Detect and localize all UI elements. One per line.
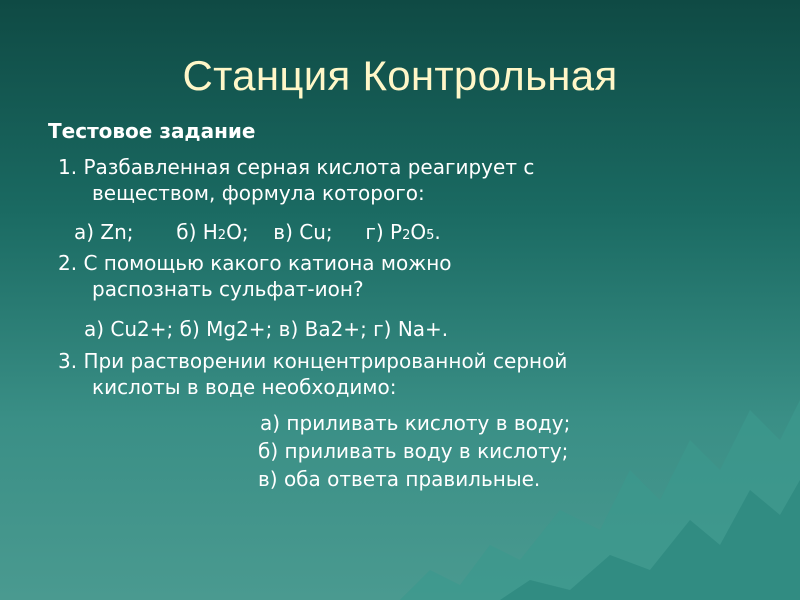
question-2-options: а) Cu2+; б) Mg2+; в) Ba2+; г) Na+. [84,317,449,341]
test-heading: Тестовое задание [48,119,256,143]
q1-option-c: в) Cu; [273,220,333,244]
question-2-line-2: распознать сульфат-ион? [92,277,364,301]
question-1-line-1: 1. Разбавленная серная кислота реагирует с [58,155,535,179]
q3-option-c: в) оба ответа правильные. [258,467,541,491]
q1-option-b: б) H2O; [176,220,249,244]
q1-option-a: а) Zn; [74,220,134,244]
slide-title: Станция Контрольная [182,52,618,99]
question-2-line-1: 2. С помощью какого катиона можно [58,251,452,275]
q3-option-a: а) приливать кислоту в воду; [260,411,571,435]
q3-option-b: б) приливать воду в кислоту; [258,439,569,463]
question-1-line-2: веществом, формула которого: [92,181,425,205]
question-3-line-1: 3. При растворении концентрированной серной [58,349,568,373]
question-3-line-2: кислоты в воде необходимо: [92,375,397,399]
question-1-options [74,219,441,249]
q1-option-d: г) P2O5. [365,220,441,244]
